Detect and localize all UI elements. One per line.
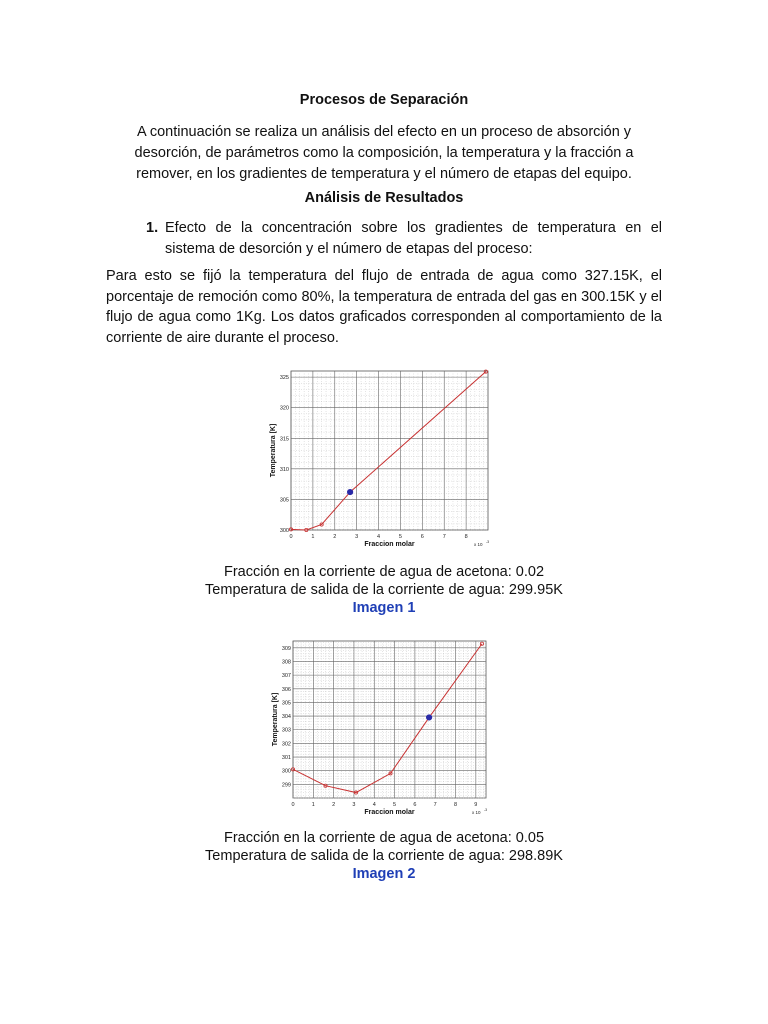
x-tick-label: 2 — [333, 534, 337, 540]
x-tick-label: 1 — [311, 534, 315, 540]
x-tick-label: 8 — [453, 802, 458, 808]
x-axis-label: Fraccion molar — [364, 809, 415, 816]
results-heading: Análisis de Resultados — [304, 190, 464, 206]
figure-1-chart — [264, 364, 494, 554]
y-tick-label: 300 — [281, 768, 291, 775]
figure-2-caption-line2: Temperatura de salida de la corriente de agua: 298.89K — [205, 848, 563, 864]
temperature-chart-2 — [264, 636, 496, 820]
y-tick-label: 301 — [281, 755, 291, 762]
x-tick-label: 6 — [413, 802, 417, 808]
y-axis-label: Temperatura [K] — [270, 423, 277, 478]
x-tick-label: 4 — [377, 534, 381, 540]
x-multiplier-label: x 10 — [474, 542, 483, 547]
x-axis-label: Fraccion molar — [364, 541, 415, 548]
figure-1-caption-line1: Fracción en la corriente de agua de acetona: 0.02 — [223, 564, 545, 580]
x-tick-label: 9 — [474, 802, 478, 808]
item-text: Efecto de la concentración sobre los gradientes de temperatura en el sistema de desorción y el número de etapas del proceso: — [165, 220, 662, 257]
method-paragraph: Para esto se fijó la temperatura del flujo de entrada de agua como 327.15K, el porcentaje de remoción como 80%, la temperatura de entrada del gas en 300.15K y el flujo de agua como 1Kg. Los datos graficados corresponden al comportamiento de la corriente de aire durante el proceso. — [106, 268, 662, 346]
item-number: 1. — [146, 220, 159, 236]
x-multiplier-label: x 10 — [472, 810, 481, 815]
numbered-item — [146, 218, 662, 260]
temperature-chart-1 — [264, 364, 494, 554]
x-tick-label: 6 — [420, 534, 424, 540]
figure-2-chart — [264, 636, 496, 820]
x-tick-label: 2 — [332, 802, 336, 808]
y-tick-label: 307 — [281, 673, 291, 680]
figure-2-caption-line1: Fracción en la corriente de agua de acetona: 0.05 — [223, 830, 545, 846]
x-tick-label: 0 — [289, 534, 293, 540]
y-axis-label: Temperatura [K] — [272, 692, 279, 747]
figure-1-label: Imagen 1 — [352, 600, 416, 616]
x-tick-label: 0 — [291, 802, 295, 808]
x-tick-label: 4 — [372, 802, 376, 808]
x-tick-label: 3 — [355, 534, 359, 540]
y-tick-label: 315 — [279, 436, 289, 443]
x-tick-label: 8 — [464, 534, 468, 540]
y-tick-label: 303 — [281, 727, 291, 734]
x-tick-label: 7 — [442, 534, 446, 540]
document-title: Procesos de Separación — [299, 92, 469, 108]
y-tick-label: 309 — [281, 645, 291, 652]
x-tick-label: 1 — [311, 802, 315, 808]
x-tick-label: 7 — [433, 802, 437, 808]
highlight-point — [427, 715, 432, 720]
highlight-point — [348, 489, 353, 494]
y-tick-label: 320 — [279, 405, 289, 412]
y-tick-label: 308 — [281, 659, 291, 666]
x-multiplier-exponent: -3 — [484, 808, 488, 812]
y-tick-label: 306 — [281, 686, 291, 693]
x-tick-label: 5 — [398, 534, 402, 540]
figure-2-label: Imagen 2 — [352, 866, 416, 882]
y-tick-label: 304 — [281, 714, 291, 721]
intro-paragraph: A continuación se realiza un análisis del efecto en un proceso de absorción y desorción, de parámetros como la composición, la temperatura y la fracción a remover, en los gradientes de temperatura y el número de etapas del equipo. — [134, 124, 634, 182]
y-tick-label: 300 — [279, 528, 289, 534]
x-tick-label: 3 — [352, 802, 356, 808]
y-tick-label: 310 — [279, 466, 289, 473]
y-tick-label: 305 — [281, 700, 291, 707]
y-tick-label: 325 — [279, 375, 289, 382]
figure-1-caption-line2: Temperatura de salida de la corriente de agua: 299.95K — [205, 582, 563, 598]
x-tick-label: 5 — [393, 802, 397, 808]
y-tick-label: 305 — [279, 497, 289, 504]
x-multiplier-exponent: -3 — [486, 540, 490, 544]
y-tick-label: 299 — [281, 782, 291, 789]
y-tick-label: 302 — [281, 741, 291, 748]
